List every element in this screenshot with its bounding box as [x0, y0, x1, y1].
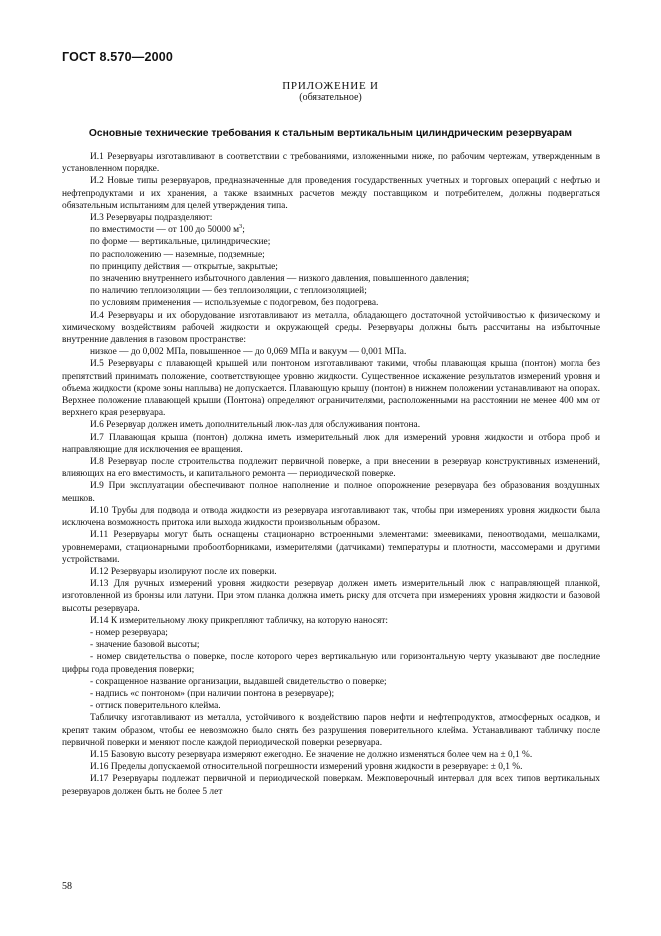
pressure-values: низкое — до 0,002 МПа, повышенное — до 0,069 МПа и вакуум — 0,001 МПа.	[90, 347, 407, 358]
paragraph-13: И.13 Для ручных измерений уровня жидкости резервуар должен иметь измерительный люк с направляющей планкой, изготовленной из бронзы или латуни. При этом планка должна иметь риску для отсчета при измерениях уровня жидкости и базовой высоты резервуара.	[62, 579, 600, 614]
paragraph-17: И.17 Резервуары подлежат первичной и периодической поверкам. Межповерочный интервал для всех типов вертикальных резервуаров должен быть не более 5 лет	[62, 774, 600, 797]
cubic-superscript: 3	[239, 223, 243, 231]
section-title: Основные технические требования к стальным вертикальным цилиндрическим резервуарам	[88, 128, 573, 139]
paragraph-3: И.3 Резервуары подразделяют:	[90, 213, 213, 224]
appendix-subtitle: (обязательное)	[299, 92, 362, 103]
list-item-conditions: по условиям применения — используемые с подогревом, без подогрева.	[90, 298, 379, 309]
paragraph-2: И.2 Новые типы резервуаров, предназначенные для проведения государственных учетных и торговых операций с нефтью и нефтепродуктами и их хранения, а также взаимных расчетов между поставщиком и потребителем, должны подвергаться обязательным испытаниям для целей утверждения типа.	[62, 176, 600, 211]
list-item-principle: по принципу действия — открытые, закрытые;	[90, 261, 278, 272]
paragraph-9: И.9 При эксплуатации обеспечивают полное наполнение и полное опорожнение резервуара без образования воздушных мешков.	[62, 481, 600, 504]
paragraph-5: И.5 Резервуары с плавающей крышей или понтоном изготавливают такими, чтобы плавающая крыша (понтон) могла без препятствий принимать положение, соответствующее уровню жидкости. Существенное искажение результатов измерений уровня и объема жидкости (кроме зоны наплыва) не допускается. Плавающую крышу (понтон) в нижнем положении устанавливают на опорах. Верхнее положение плавающей крыши (Понтона) определяют ограничителями, расположенными на расстоянии не менее 400 мм от верхнего края резервуара.	[62, 359, 600, 419]
paragraph-16: И.16 Пределы допускаемой относительной погрешности измерений уровня жидкости в резервуаре: ± 0,1 %.	[90, 762, 523, 773]
paragraph-8: И.8 Резервуар после строительства подлежит первичной поверке, а при внесении в резервуар конструктивных изменений, влияющих на его вместимость, и капитального ремонта — периодической поверке.	[62, 457, 600, 480]
paragraph-7: И.7 Плавающая крыша (понтон) должна иметь измерительный люк для измерений уровня жидкости и отбора проб и направляющие для исключения ее вращения.	[62, 432, 600, 455]
appendix-title: ПРИЛОЖЕНИЕ И	[282, 80, 379, 92]
plate-item-number: - номер резервуара;	[90, 627, 168, 638]
paragraph-12: И.12 Резервуары изолируют после их поверки.	[90, 566, 277, 577]
plate-paragraph: Табличку изготавливают из металла, устойчивого к воздействию паров нефти и нефтепродуктов, атмосферных осадков, и крепят таким образом, чтобы ее невозможно было снять без разрушения поверительного клейма. Устанавливают табличку после первичной поверки и меняют после каждой периодической поверки резервуара.	[62, 713, 600, 748]
standard-header: ГОСТ 8.570—2000	[62, 50, 174, 64]
paragraph-6: И.6 Резервуар должен иметь дополнительный люк-лаз для обслуживания понтона.	[90, 420, 421, 431]
document-body	[62, 151, 600, 798]
plate-item-organization: - сокращенное название организации, выдавшей свидетельство о поверке;	[90, 676, 387, 687]
plate-item-pontoon: - надпись «с понтоном» (при наличии понтона в резервуаре);	[90, 688, 335, 699]
paragraph-11: И.11 Резервуары могут быть оснащены стационарно встроенными элементами: змеевиками, пеноотводами, мешалками, уровнемерами, стационарными пробоотборниками, измерителями (датчиками) температуры и плотности, массомерами и другими устройствами.	[62, 530, 600, 565]
paragraph-15: И.15 Базовую высоту резервуара измеряют ежегодно. Ее значение не должно изменяться более чем на ± 0,1 %.	[90, 749, 533, 760]
plate-item-stamp: - оттиск поверительного клейма.	[90, 701, 221, 712]
list-item-volume	[62, 224, 600, 236]
volume-text: по вместимости — от 100 до 50000 м	[90, 225, 240, 236]
plate-item-height: - значение базовой высоты;	[90, 640, 200, 651]
list-item-insulation: по наличию теплоизоляции — без теплоизоляции, с теплоизоляцией;	[90, 286, 367, 297]
list-item-pressure: по значению внутреннего избыточного давления — низкого давления, повышенного давления;	[90, 274, 470, 285]
paragraph-1: И.1 Резервуары изготавливают в соответствии с требованиями, изложенными ниже, по рабочим чертежам, утвержденным в установленном порядке.	[62, 152, 600, 175]
paragraph-4: И.4 Резервуары и их оборудование изготавливают из металла, обладающего достаточной устойчивостью к физическому и химическому воздействиям рабочей жидкости и окружающей среды. Резервуары должны быть рассчитаны на избыточные внутренние давления в газовом пространстве:	[62, 310, 600, 346]
paragraph-10: И.10 Трубы для подвода и отвода жидкости из резервуара изготавливают так, чтобы при измерениях уровня жидкости была исключена возможность притока или выхода жидкости произвольным образом.	[62, 505, 600, 529]
list-item-form: по форме — вертикальные, цилиндрические;	[90, 237, 271, 248]
paragraph-14: И.14 К измерительному люку прикрепляют табличку, на которую наносят:	[90, 615, 388, 626]
plate-item-certificate: - номер свидетельства о поверке, после которого через вертикальную или горизонтальную черту указывают две последние цифры года проведения поверки;	[62, 652, 600, 675]
page-number: 58	[62, 881, 72, 892]
list-item-location: по расположению — наземные, подземные;	[90, 249, 265, 260]
volume-tail: ;	[242, 225, 245, 236]
